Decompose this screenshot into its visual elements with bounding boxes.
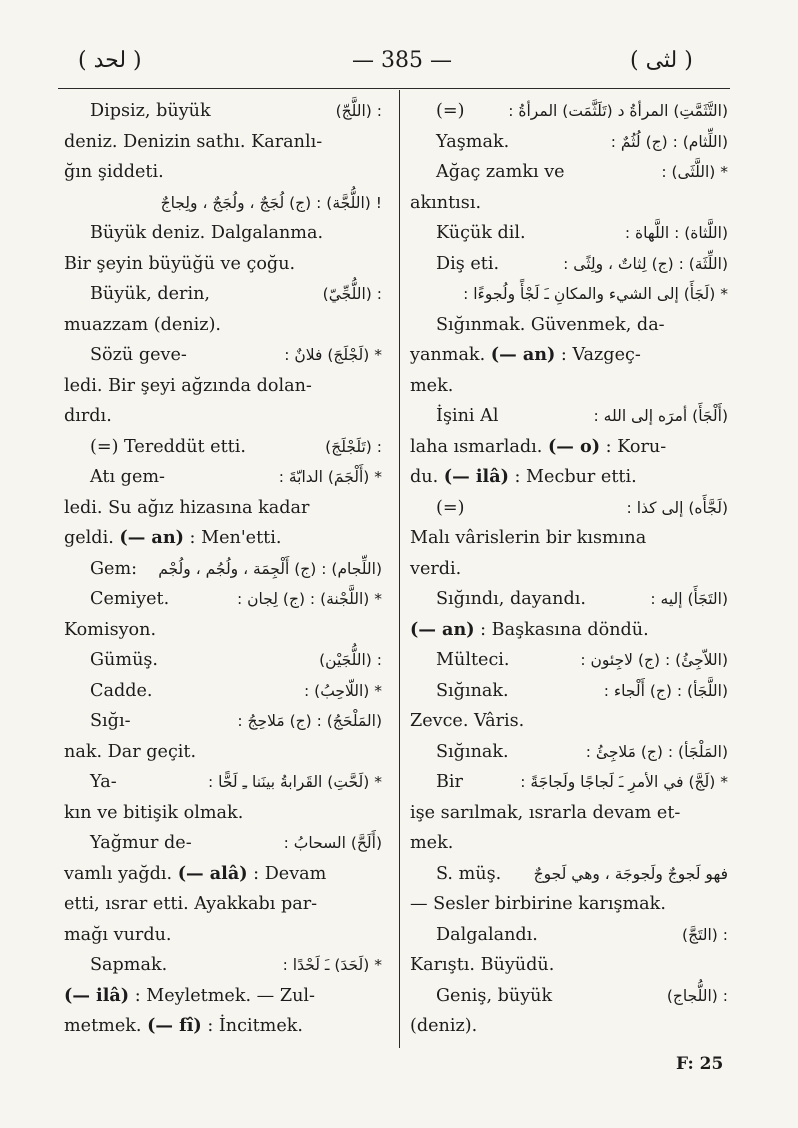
dictionary-line (64, 828, 382, 859)
dictionary-line (64, 615, 382, 646)
turkish-definition: (=) (436, 101, 465, 121)
turkish-definition: ledi. Su ağız hizasına kadar (64, 497, 310, 518)
turkish-definition: mağı vurdu. (64, 924, 172, 945)
dictionary-line (64, 981, 382, 1012)
dictionary-line (410, 401, 728, 432)
arabic-headword: * (اللَّثَى) : (661, 163, 728, 181)
arabic-headword: (المَلْجَأ) : (ج) مَلاجِئُ : (585, 742, 728, 761)
arabic-headword: : (اللُّجِّيّ) (322, 285, 382, 303)
dictionary-line (410, 615, 728, 646)
dictionary-line (410, 249, 728, 280)
dictionary-line (410, 1011, 728, 1042)
turkish-definition: kın ve bitişik olmak. (64, 802, 244, 823)
dictionary-line (410, 371, 728, 402)
dictionary-line (410, 737, 728, 768)
turkish-definition: işe sarılmak, ısrarla devam et- (410, 802, 681, 823)
turkish-definition: (=) (436, 497, 465, 518)
dictionary-line (64, 645, 382, 676)
dictionary-line (64, 96, 382, 127)
turkish-definition: Malı vârislerin bir kısmına (410, 528, 647, 548)
turkish-definition: Sığınak. (436, 741, 509, 762)
dictionary-line (410, 889, 728, 920)
turkish-definition: Ağaç zamkı ve (436, 162, 565, 182)
dictionary-line (64, 432, 382, 463)
dictionary-line (64, 859, 382, 890)
dictionary-line (410, 859, 728, 890)
turkish-definition: (deniz). (410, 1016, 478, 1036)
arabic-headword: * (لَحَّتِ) القَرابةُ بينَنا ـِ لَحًّا : (208, 773, 382, 791)
turkish-definition: (— ilâ) : Meyletmek. — Zul- (64, 984, 315, 1006)
turkish-definition: akıntısı. (410, 192, 482, 213)
arabic-headword: (أَلَحَّ) السحابُ : (283, 834, 382, 852)
arabic-headword: : (اللُّجاج) (666, 986, 728, 1005)
turkish-definition: İşini Al (436, 406, 499, 426)
dictionary-line (64, 127, 382, 158)
turkish-definition: Yağmur de- (90, 833, 192, 853)
turkish-definition: Ya- (90, 772, 117, 792)
turkish-definition: Bir şeyin büyüğü ve çoğu. (64, 253, 296, 274)
dictionary-line (64, 493, 382, 524)
dictionary-line (64, 798, 382, 829)
turkish-definition: Sığı- (90, 711, 131, 731)
arabic-headword: فهو لَجوجٌ ولَجوجَة ، وهي لَجوجٌ (533, 864, 728, 883)
turkish-definition: (=) Tereddüt etti. (90, 436, 246, 457)
dictionary-line (410, 188, 728, 219)
dictionary-line (410, 645, 728, 676)
turkish-definition: — Sesler birbirine karışmak. (410, 894, 666, 914)
dictionary-line (410, 798, 728, 829)
arabic-headword: : (تَلَجْلَجَ) (325, 437, 382, 456)
dictionary-line (64, 188, 382, 219)
arabic-headword: : (اللَّجّ) (335, 102, 382, 120)
arabic-headword: (التَجَأَ) إليه : (650, 590, 728, 608)
arabic-headword: * (لَجَأَ) إلى الشيء والمكانِ ـَ لَجْأً ولُجوءًا : (463, 285, 728, 303)
arabic-headword: * (لَجَّ) في الأمرِ ـَ لَجاجًا ولَجاجَةً : (520, 773, 728, 791)
turkish-definition: mek. (410, 375, 454, 396)
turkish-definition: Karıştı. Büyüdü. (410, 955, 555, 975)
arabic-headword: * (اللّاحِبُ) : (304, 681, 382, 700)
turkish-definition: Yaşmak. (436, 131, 510, 152)
dictionary-line (64, 1011, 382, 1042)
turkish-definition: Gem: (90, 558, 138, 579)
turkish-definition: S. müş. (436, 863, 502, 884)
header-left-keyword: ( لحد ) (78, 48, 142, 73)
dictionary-line (410, 340, 728, 371)
turkish-definition: Bir (436, 772, 463, 792)
dictionary-line (410, 767, 728, 798)
dictionary-line (64, 310, 382, 341)
turkish-definition: Küçük dil. (436, 223, 526, 243)
arabic-headword: (اللَّثاة) : اللَّهاة : (624, 224, 728, 242)
header-rule (58, 88, 730, 89)
dictionary-line (410, 584, 728, 615)
turkish-definition: Komisyon. (64, 619, 157, 640)
dictionary-line (64, 371, 382, 402)
arabic-headword: (اللِّثَة) : (ج) لِثاتٌ ، ولِثًى : (563, 254, 728, 273)
dictionary-line (410, 920, 728, 951)
dictionary-line (64, 737, 382, 768)
turkish-definition: ğın şiddeti. (64, 162, 164, 182)
turkish-definition: Atı gem- (90, 467, 165, 487)
arabic-headword: (التَّثَمَّتِ) المرأةُ د (تَلَثَّمَت) المرأةُ : (508, 102, 728, 120)
turkish-definition: nak. Dar geçit. (64, 741, 197, 762)
header-right-keyword: ( لثى ) (630, 48, 693, 73)
dictionary-line (410, 554, 728, 585)
arabic-headword: (اللِّثام) : (ج) لُثُمٌ : (610, 132, 728, 151)
arabic-headword: * (لَحَدَ) ـَ لَحْدًا : (282, 956, 382, 974)
dictionary-line (64, 554, 382, 585)
dictionary-line (64, 706, 382, 737)
dictionary-line (64, 218, 382, 249)
turkish-definition: Mülteci. (436, 650, 510, 670)
turkish-definition: deniz. Denizin sathı. Karanlı- (64, 131, 323, 152)
dictionary-line (64, 249, 382, 280)
turkish-definition: etti, ısrar etti. Ayakkabı par- (64, 894, 318, 914)
turkish-definition: Büyük, derin, (90, 284, 211, 304)
left-column (64, 96, 382, 1042)
arabic-headword: (اللاّجِئُ) : (ج) لاجِئون : (580, 651, 728, 669)
dictionary-line (64, 523, 382, 554)
arabic-headword: * (أَلْجَمَ) الدابّةَ : (278, 468, 382, 486)
turkish-definition: Diş eti. (436, 253, 500, 274)
turkish-definition: Dipsiz, büyük (90, 101, 211, 121)
turkish-definition: Büyük deniz. Dalgalanma. (90, 223, 324, 243)
turkish-definition: laha ısmarladı. (— o) : Koru- (410, 435, 667, 457)
dictionary-line (410, 981, 728, 1012)
arabic-headword: (لَجَّأَه) إلى كذا : (626, 498, 728, 517)
arabic-headword: * (لَجْلَجَ) فلانٌ : (284, 346, 382, 364)
column-divider (399, 90, 400, 1048)
dictionary-line (64, 889, 382, 920)
dictionary-line (64, 920, 382, 951)
arabic-headword: (اللَّجَأ) : (ج) أَلْجاء : (603, 681, 728, 700)
turkish-definition: metmek. (— fî) : İncitmek. (64, 1015, 304, 1036)
turkish-definition: vamlı yağdı. (— alâ) : Devam (64, 862, 327, 884)
turkish-definition: Sığındı, dayandı. (436, 589, 586, 609)
turkish-definition: dırdı. (64, 406, 112, 426)
turkish-definition: du. (— ilâ) : Mecbur etti. (410, 466, 637, 487)
dictionary-line (410, 462, 728, 493)
dictionary-line (410, 310, 728, 341)
dictionary-line (64, 279, 382, 310)
signature-mark: F: 25 (676, 1054, 724, 1074)
dictionary-line (64, 767, 382, 798)
dictionary-line (64, 401, 382, 432)
dictionary-line (410, 523, 728, 554)
dictionary-line (64, 340, 382, 371)
dictionary-line (410, 432, 728, 463)
dictionary-line (64, 676, 382, 707)
turkish-definition: Sapmak. (90, 955, 168, 975)
dictionary-line (410, 828, 728, 859)
turkish-definition: Gümüş. (90, 650, 159, 670)
arabic-headword: (المَلْحَجُ) : (ج) مَلاحِجُ : (237, 712, 382, 730)
page-number: — 385 — (352, 48, 452, 73)
dictionary-line (410, 127, 728, 158)
arabic-headword: (اللِّجام) : (ج) أَلْجِمَة ، ولُجُم ، ولُجْم (158, 559, 382, 578)
dictionary-line (410, 706, 728, 737)
arabic-headword: * (اللَّجْنة) : (ج) لِجان : (236, 590, 382, 608)
arabic-headword: : (التَجَّ) (682, 925, 728, 944)
turkish-definition: (— an) : Başkasına döndü. (410, 618, 649, 640)
dictionary-line (410, 96, 728, 127)
turkish-definition: yanmak. (— an) : Vazgeç- (410, 344, 641, 365)
turkish-definition: mek. (410, 833, 454, 853)
dictionary-line (410, 218, 728, 249)
turkish-definition: Sığınak. (436, 680, 509, 701)
dictionary-line (64, 157, 382, 188)
arabic-headword: (أَلْجَأَ) أمرَه إلى الله : (593, 407, 728, 425)
turkish-definition: muazzam (deniz). (64, 314, 222, 335)
turkish-definition: Sığınmak. Güvenmek, da- (436, 314, 665, 335)
dictionary-line (410, 279, 728, 310)
turkish-definition: Geniş, büyük (436, 985, 553, 1006)
dictionary-line (410, 157, 728, 188)
dictionary-line (410, 950, 728, 981)
dictionary-line (64, 950, 382, 981)
arabic-headword: ! (اللُّجَّة) : (ج) لُجَجٌ ، ولُجَجٌ ، ولِجاجٌ (160, 193, 382, 212)
turkish-definition: Cemiyet. (90, 589, 170, 609)
turkish-definition: verdi. (410, 558, 462, 579)
dictionary-line (410, 676, 728, 707)
turkish-definition: Cadde. (90, 680, 153, 701)
dictionary-line (410, 493, 728, 524)
dictionary-line (64, 462, 382, 493)
turkish-definition: Dalgalandı. (436, 924, 538, 945)
dictionary-line (64, 584, 382, 615)
arabic-headword: : (اللُّجَيْن) (319, 651, 382, 669)
right-column (410, 96, 728, 1042)
turkish-definition: Zevce. Vâris. (410, 711, 525, 731)
turkish-definition: ledi. Bir şeyi ağzında dolan- (64, 375, 312, 396)
turkish-definition: geldi. (— an) : Men'etti. (64, 527, 282, 548)
turkish-definition: Sözü geve- (90, 345, 187, 365)
